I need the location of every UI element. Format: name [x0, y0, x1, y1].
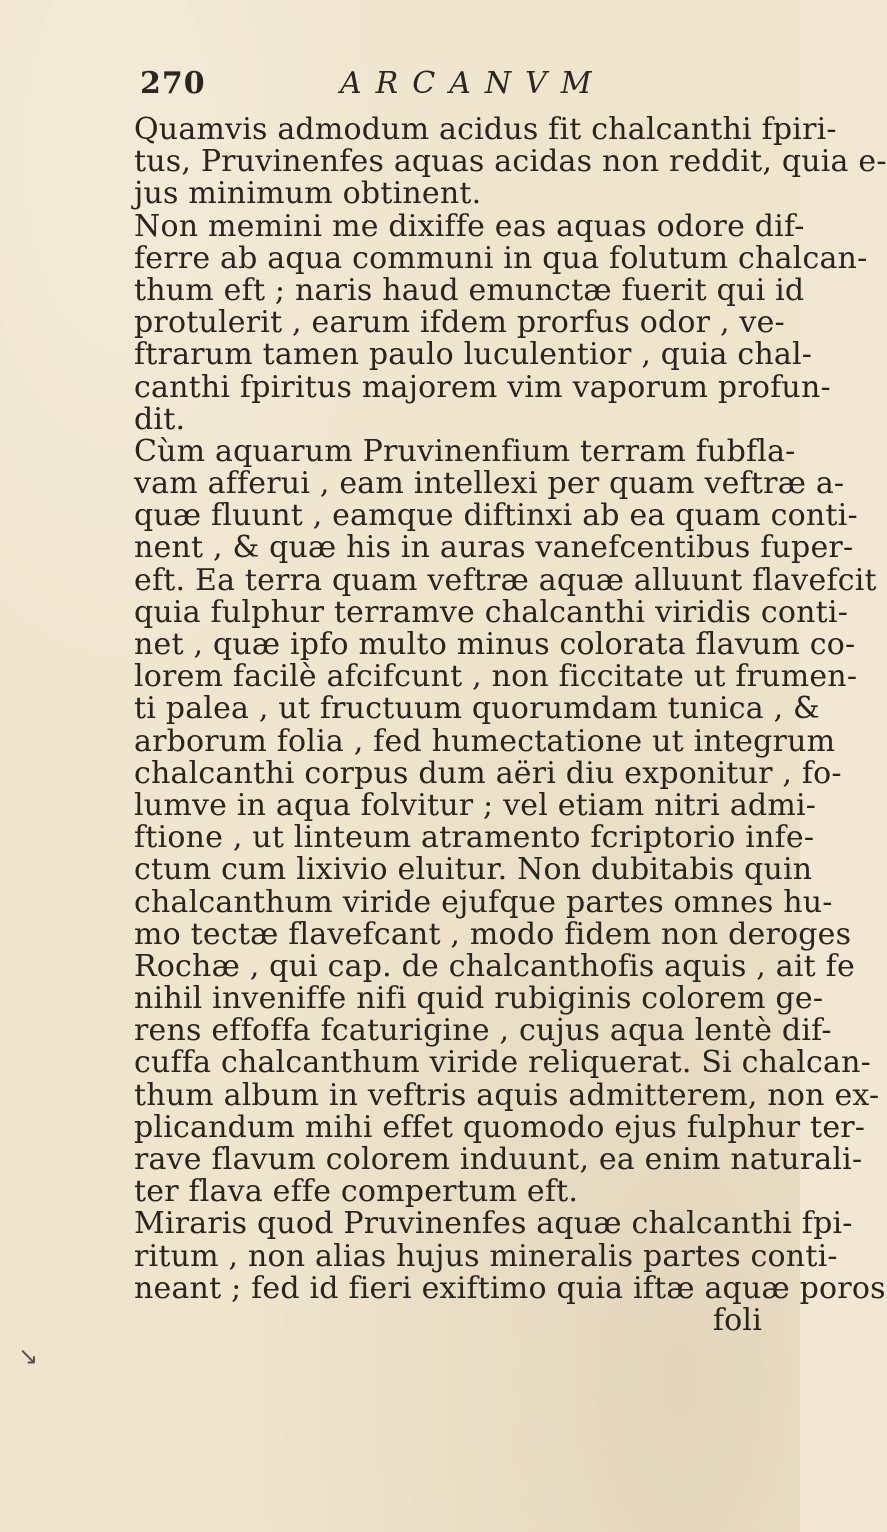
text-line: chalcanthum viride ejufque partes omnes hu- — [134, 884, 833, 920]
page-header — [140, 66, 780, 106]
text-line: ftrarum tamen paulo luculentior , quia chal- — [134, 337, 813, 373]
text-line: ferre ab aqua communi in qua folutum chalcan- — [134, 240, 868, 276]
text-line: dit. — [134, 401, 186, 437]
text-line: tus, Pruvinenfes aquas acidas non reddit, quia e- — [134, 144, 887, 180]
text-line: rave flavum colorem induunt, ea enim naturali- — [134, 1142, 863, 1177]
text-line: mo tectæ flavefcant , modo fidem non deroges — [134, 916, 852, 952]
text-line: rens effoffa fcaturigine , cujus aqua lentè dif- — [134, 1013, 832, 1049]
text-line: cuffa chalcanthum viride reliquerat. Si chalcan- — [134, 1045, 871, 1081]
margin-mark-icon: ↘ — [18, 1342, 39, 1370]
text-line: quia fulphur terramve chalcanthi viridis conti- — [134, 594, 849, 630]
text-line: arborum folia , fed humectatione ut integrum — [134, 723, 836, 759]
page-number: 270 — [140, 66, 206, 101]
text-line: vam afferui , eam intellexi per quam veftræ a- — [134, 466, 845, 502]
text-line: thum eft ; naris haud emunctæ fuerit qui id — [134, 272, 805, 308]
text-line: Rochæ , qui cap. de chalcanthofis aquis , ait fe — [134, 948, 855, 984]
body-text — [134, 112, 887, 1338]
text-line: net , quæ ipfo multo minus colorata flavum co- — [134, 627, 856, 662]
text-line: lorem facilè afcifcunt , non ficcitate ut frumen- — [134, 659, 858, 695]
text-line: Non memini me dixiffe eas aquas odore dif- — [134, 208, 805, 244]
text-line: thum album in veftris aquis admitterem, non ex- — [134, 1077, 880, 1113]
catchword: foli — [712, 1302, 762, 1338]
text-line: neant ; fed id fieri exiftimo quia iftæ aquæ poros — [134, 1270, 886, 1306]
text-line: nihil inveniffe nifi quid rubiginis colorem ge- — [134, 981, 824, 1017]
text-line: jus minimum obtinent. — [134, 176, 482, 212]
running-head: ARCANVM — [340, 66, 606, 101]
text-line: Miraris quod Pruvinenfes aquæ chalcanthi fpi- — [134, 1206, 853, 1242]
text-line: eft. Ea terra quam veftræ aquæ alluunt flavefcit — [134, 562, 877, 598]
text-line: protulerit , earum ifdem prorfus odor , ve- — [134, 305, 785, 341]
text-line: ftione , ut linteum atramento fcriptorio infe- — [134, 820, 815, 856]
text-line: canthi fpiritus majorem vim vaporum profun- — [134, 369, 831, 405]
text-line: plicandum mihi effet quomodo ejus fulphur ter- — [134, 1109, 866, 1145]
text-line: nent , & quæ his in auras vanefcentibus fuper- — [134, 530, 854, 566]
text-line: ctum cum lixivio eluitur. Non dubitabis quin — [134, 852, 813, 888]
text-line: Cùm aquarum Pruvinenfium terram fubfla- — [134, 433, 796, 469]
text-line: ti palea , ut fructuum quorumdam tunica , & — [134, 691, 820, 727]
text-line: ritum , non alias hujus mineralis partes conti- — [134, 1238, 838, 1274]
text-line: Quamvis admodum acidus fit chalcanthi fpiri- — [134, 112, 837, 147]
text-line: ter flava effe compertum eft. — [134, 1174, 579, 1210]
text-line: chalcanthi corpus dum aëri diu exponitur , fo- — [134, 755, 842, 791]
text-line: lumve in aqua folvitur ; vel etiam nitri admi- — [134, 787, 817, 823]
text-line: quæ fluunt , eamque diftinxi ab ea quam conti- — [134, 498, 858, 534]
